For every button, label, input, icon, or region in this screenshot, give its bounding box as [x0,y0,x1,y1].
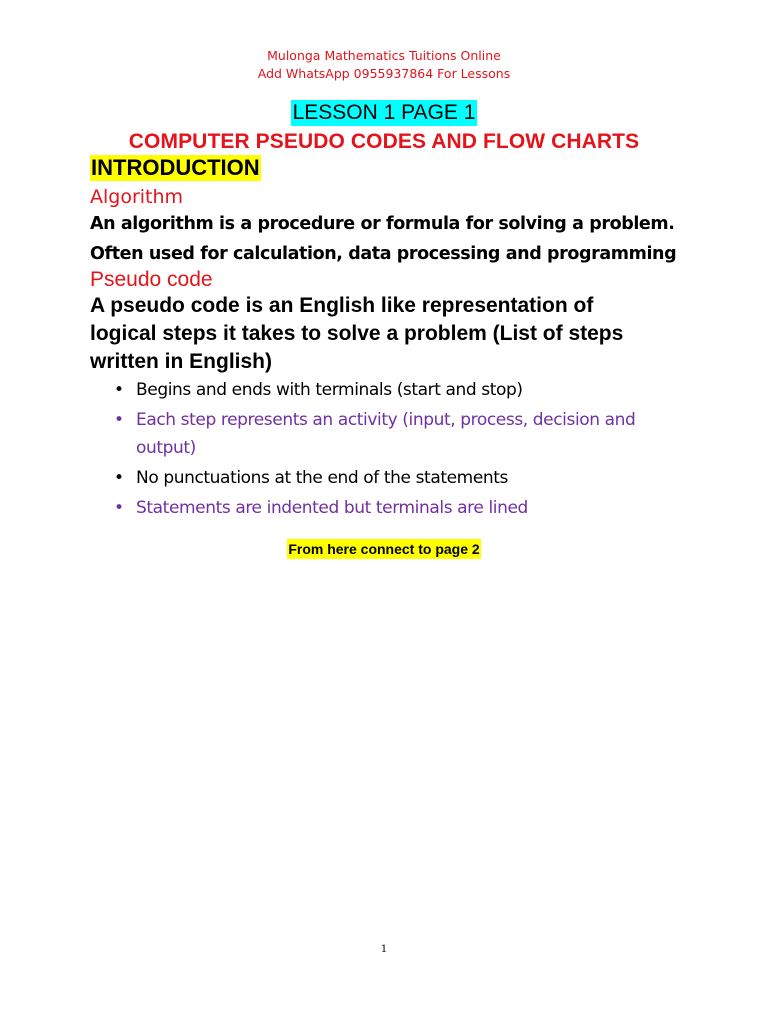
pseudo-code-heading: Pseudo code [90,268,213,291]
algorithm-definition-line: An algorithm is a procedure or formula for solving a problem. [90,214,675,234]
list-item-text: Each step represents an activity (input, process, decision and output) [136,410,636,458]
list-item-text: Begins and ends with terminals (start and stop) [136,380,523,400]
pseudo-code-definition-line: A pseudo code is an English like representation of [90,294,594,317]
pseudo-code-rules-list [114,376,694,524]
bullet-icon: • [114,468,124,488]
list-item [114,406,694,462]
connect-note: From here connect to page 2 [288,541,480,557]
connect-note-container [0,539,768,559]
list-item [114,376,694,404]
list-item-text: No punctuations at the end of the statements [136,468,508,488]
lesson-title: LESSON 1 PAGE 1 [292,101,476,124]
list-item-text: Statements are indented but terminals are lined [136,498,528,518]
list-item [114,494,694,522]
header-tuition-name: Mulonga Mathematics Tuitions Online [267,48,501,63]
pseudo-code-definition-line: logical steps it takes to solve a problem (List of steps [90,322,624,345]
bullet-icon: • [114,498,124,518]
page-number: 1 [380,944,388,955]
introduction-heading: INTRODUCTION [91,155,260,180]
lesson-title-container [0,100,768,126]
bullet-icon: • [114,410,124,430]
pseudo-code-definition-line: written in English) [90,350,272,373]
algorithm-heading: Algorithm [90,186,184,208]
main-title: COMPUTER PSEUDO CODES AND FLOW CHARTS [128,130,640,153]
header-whatsapp-contact: Add WhatsApp 0955937864 For Lessons [257,66,511,81]
pseudo-code-definition [90,292,690,376]
bullet-icon: • [114,380,124,400]
list-item [114,464,694,492]
algorithm-definition-line: Often used for calculation, data processing and programming [90,244,677,264]
